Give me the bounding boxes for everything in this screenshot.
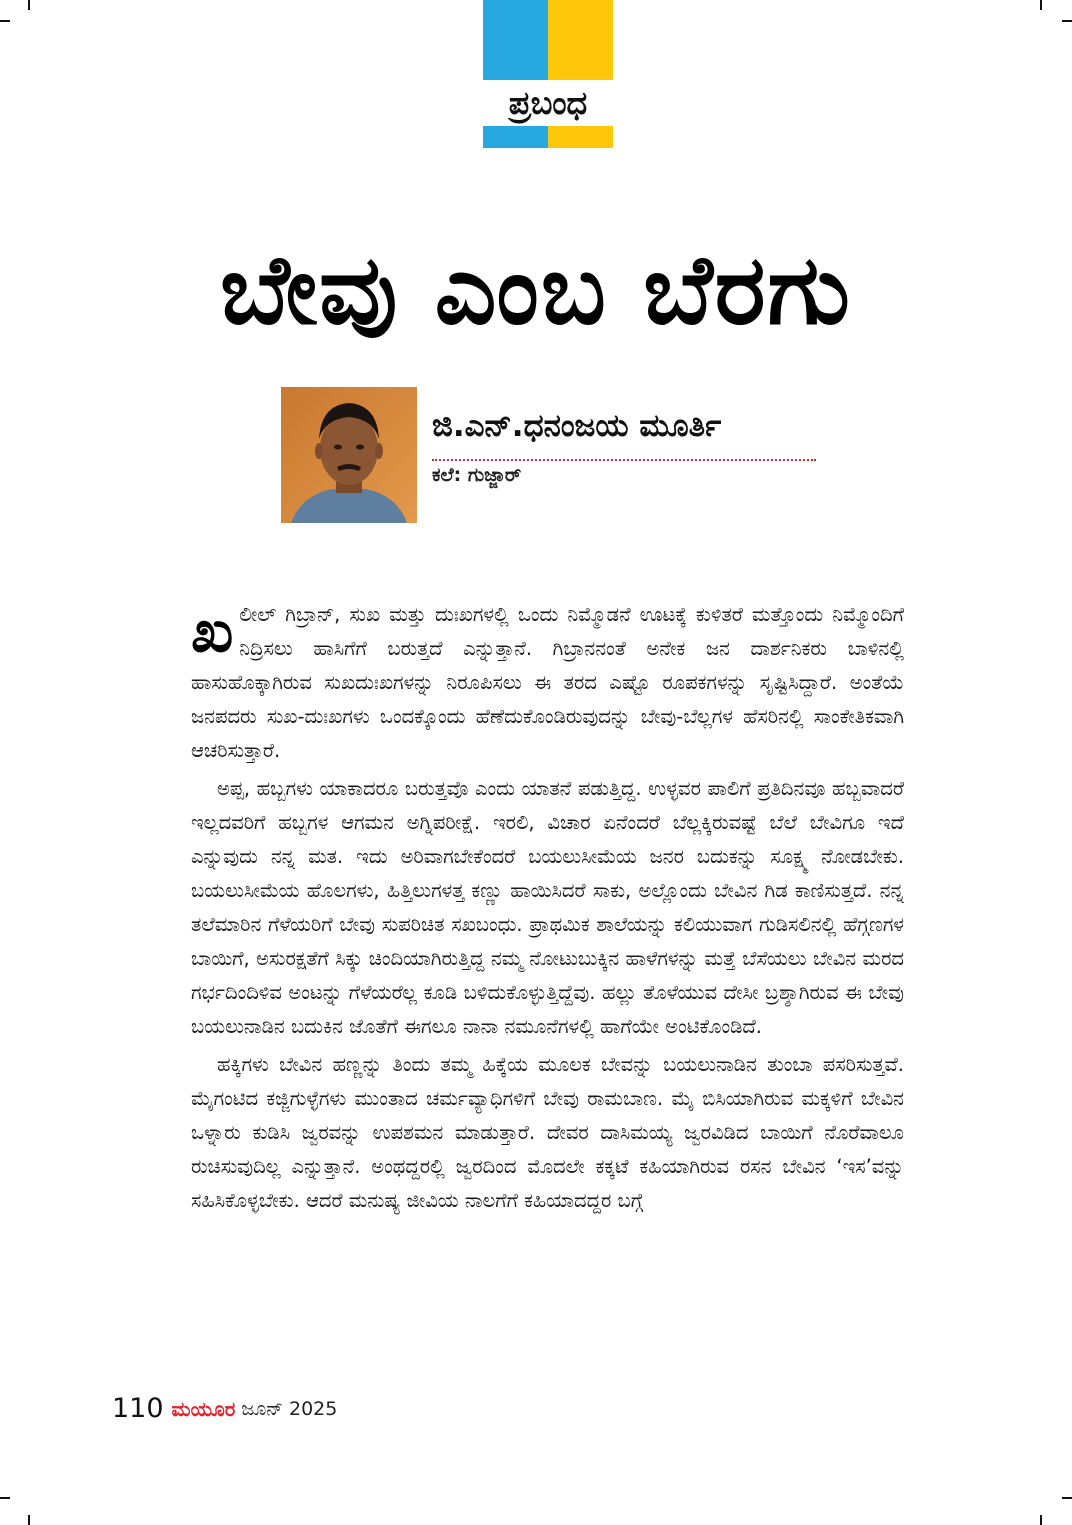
- author-photo: [281, 387, 417, 523]
- article-paragraph: ಹಕ್ಕಿಗಳು ಬೇವಿನ ಹಣ್ಣನ್ನು ತಿಂದು ತಮ್ಮ ಹಿಕ್ಕೆಯ ಮೂಲಕ ಬೇವನ್ನು ಬಯಲುನಾಡಿನ ತುಂಬಾ ಪಸರಿಸುತ್ತವೆ. ಮೈಗಂಟಿದ ಕಜ್ಜಿಗುಳ್ಳೆಗಳು ಮುಂತಾದ ಚರ್ಮವ್ಯಾಧಿಗಳಿಗೆ ಬೇವು ರಾಮಬಾಣ. ಮೈ ಬಿಸಿಯಾಗಿರುವ ಮಕ್ಕಳಿಗೆ ಬೇವಿನ ಒಳ್ನಾರು ಕುಡಿಸಿ ಜ್ವರವನ್ನು ಉಪಶಮನ ಮಾಡುತ್ತಾರೆ. ದೇವರ ದಾಸಿಮಯ್ಯ ಜ್ವರವಿಡಿದ ಬಾಯಿಗೆ ನೊರೆವಾಲೂ ರುಚಿಸುವುದಿಲ್ಲ ಎನ್ನುತ್ತಾನೆ. ಅಂಥದ್ದರಲ್ಲಿ ಜ್ವರದಿಂದ ಮೊದಲೇ ಕಕ್ಕಟೆ ಕಹಿಯಾಗಿರುವ ರಸನ ಬೇವಿನ ‘ಇಸ’ವನ್ನು ಸಹಿಸಿಕೊಳ್ಳಬೇಕು. ಆದರೆ ಮನುಷ್ಯ ಜೀವಿಯ ನಾಲಗೆಗೆ ಕಹಿಯಾದದ್ದರ ಬಗ್ಗೆ: [191, 1053, 904, 1212]
- crop-mark: [1040, 0, 1042, 10]
- crop-mark: [0, 20, 10, 22]
- crop-mark: [28, 1515, 30, 1525]
- art-credit: ಕಲೆ: ಗುಜ್ಜಾರ್: [432, 464, 522, 486]
- article-title: ಬೇವು ಎಂಬ ಬೆರಗು: [220, 234, 852, 346]
- crop-mark: [1062, 20, 1072, 22]
- issue-date: ಜೂನ್ 2025: [241, 1397, 338, 1420]
- badge-yellow-strip: [548, 126, 613, 148]
- byline-divider: [432, 459, 816, 461]
- crop-mark: [1040, 1515, 1042, 1525]
- author-name: ಜಿ.ಎನ್.ಧನಂಜಯ ಮೂರ್ತಿ: [432, 408, 722, 444]
- page-footer: [112, 1393, 337, 1424]
- crop-mark: [1062, 1497, 1072, 1499]
- article-paragraph: ಅಪ್ಪ, ಹಬ್ಬಗಳು ಯಾಕಾದರೂ ಬರುತ್ತವೊ ಎಂದು ಯಾತನೆ ಪಡುತ್ತಿದ್ದ. ಉಳ್ಳವರ ಪಾಲಿಗೆ ಪ್ರತಿದಿನವೂ ಹಬ್ಬವಾದರೆ ಇಲ್ಲದವರಿಗೆ ಹಬ್ಬಗಳ ಆಗಮನ ಅಗ್ನಿಪರೀಕ್ಷೆ. ಇರಲಿ, ವಿಚಾರ ಏನೆಂದರೆ ಬೆಲ್ಲಕ್ಕಿರುವಷ್ಟೆ ಬೆಲೆ ಬೇವಿಗೂ ಇದೆ ಎನ್ನುವುದು ನನ್ನ ಮತ. ಇದು ಅರಿವಾಗಬೇಕೆಂದರೆ ಬಯಲುಸೀಮೆಯ ಜನರ ಬದುಕನ್ನು ಸೂಕ್ಷ್ಮ ನೋಡಬೇಕು. ಬಯಲುಸೀಮೆಯ ಹೊಲಗಳು, ಹಿತ್ತಿಲುಗಳತ್ತ ಕಣ್ಣು ಹಾಯಿಸಿದರೆ ಸಾಕು, ಅಲ್ಲೊಂದು ಬೇವಿನ ಗಿಡ ಕಾಣಿಸುತ್ತದೆ. ನನ್ನ ತಲೆಮಾರಿನ ಗೆಳೆಯರಿಗೆ ಬೇವು ಸುಪರಿಚಿತ ಸಖಬಂಧು. ಪ್ರಾಥಮಿಕ ಶಾಲೆಯನ್ನು ಕಲಿಯುವಾಗ ಗುಡಿಸಲಿನಲ್ಲಿ ಹೆಗ್ಗಣಗಳ ಬಾಯಿಗೆ, ಅಸುರಕ್ಷತೆಗೆ ಸಿಕ್ಕು ಚಿಂದಿಯಾಗಿರುತ್ತಿದ್ದ ನಮ್ಮ ನೋಟುಬುಕ್ಕಿನ ಹಾಳೆಗಳನ್ನು ಮತ್ತೆ ಬೆಸೆಯಲು ಬೇವಿನ ಮರದ ಗರ್ಭದಿಂದಿಳಿವ ಅಂಟನ್ನು ಗೆಳೆಯರೆಲ್ಲ ಕೂಡಿ ಬಳಿದುಕೊಳ್ಳುತ್ತಿದ್ದೆವು. ಹಲ್ಲು ತೊಳೆಯುವ ದೇಸೀ ಬ್ರಶ್ಶಾಗಿರುವ ಈ ಬೇವು ಬಯಲುನಾಡಿನ ಬದುಕಿನ ಜೊತೆಗೆ ಈಗಲೂ ನಾನಾ ನಮೂನೆಗಳಲ್ಲಿ ಹಾಗೆಯೇ ಅಂಟಿಕೊಂಡಿದೆ.: [191, 777, 904, 1038]
- crop-mark: [28, 0, 30, 10]
- badge-yellow-block: [548, 0, 613, 80]
- badge-blue-strip: [483, 126, 548, 148]
- page-number: 110: [112, 1393, 164, 1424]
- article-body: [191, 598, 904, 1222]
- section-label: ಪ್ರಬಂಧ: [508, 84, 588, 122]
- section-badge: [483, 0, 613, 148]
- paragraph-text: ಲೀಲ್ ಗಿಬ್ರಾನ್, ಸುಖ ಮತ್ತು ದುಃಖಗಳಲ್ಲಿ ಒಂದು ನಿಮ್ಮೊಡನೆ ಊಟಕ್ಕೆ ಕುಳಿತರೆ ಮತ್ತೊಂದು ನಿಮ್ಮೊಂದಿಗೆ ನಿದ್ರಿಸಲು ಹಾಸಿಗೆಗೆ ಬರುತ್ತದೆ ಎನ್ನುತ್ತಾನೆ. ಗಿಬ್ರಾನನಂತೆ ಅನೇಕ ಜನ ದಾರ್ಶನಿಕರು ಬಾಳಿನಲ್ಲಿ ಹಾಸುಹೊಕ್ಕಾಗಿರುವ ಸುಖದುಃಖಗಳನ್ನು ನಿರೂಪಿಸಲು ಈ ತರದ ಎಷ್ಟೊ ರೂಪಕಗಳನ್ನು ಸೃಷ್ಟಿಸಿದ್ದಾರೆ. ಅಂತೆಯೆ ಜನಪದರು ಸುಖ-ದುಃಖಗಳು ಒಂದಕ್ಕೊಂದು ಹೆಣೆದುಕೊಂಡಿರುವುದನ್ನು ಬೇವು-ಬೆಲ್ಲಗಳ ಹೆಸರಿನಲ್ಲಿ ಸಾಂಕೇತಿಕವಾಗಿ ಆಚರಿಸುತ್ತಾರೆ.: [191, 603, 904, 762]
- crop-mark: [0, 1497, 10, 1499]
- badge-blue-block: [483, 0, 548, 80]
- drop-cap: ಖ: [191, 597, 234, 665]
- magazine-name: ಮಯೂರ: [171, 1396, 236, 1421]
- article-paragraph: [191, 598, 904, 768]
